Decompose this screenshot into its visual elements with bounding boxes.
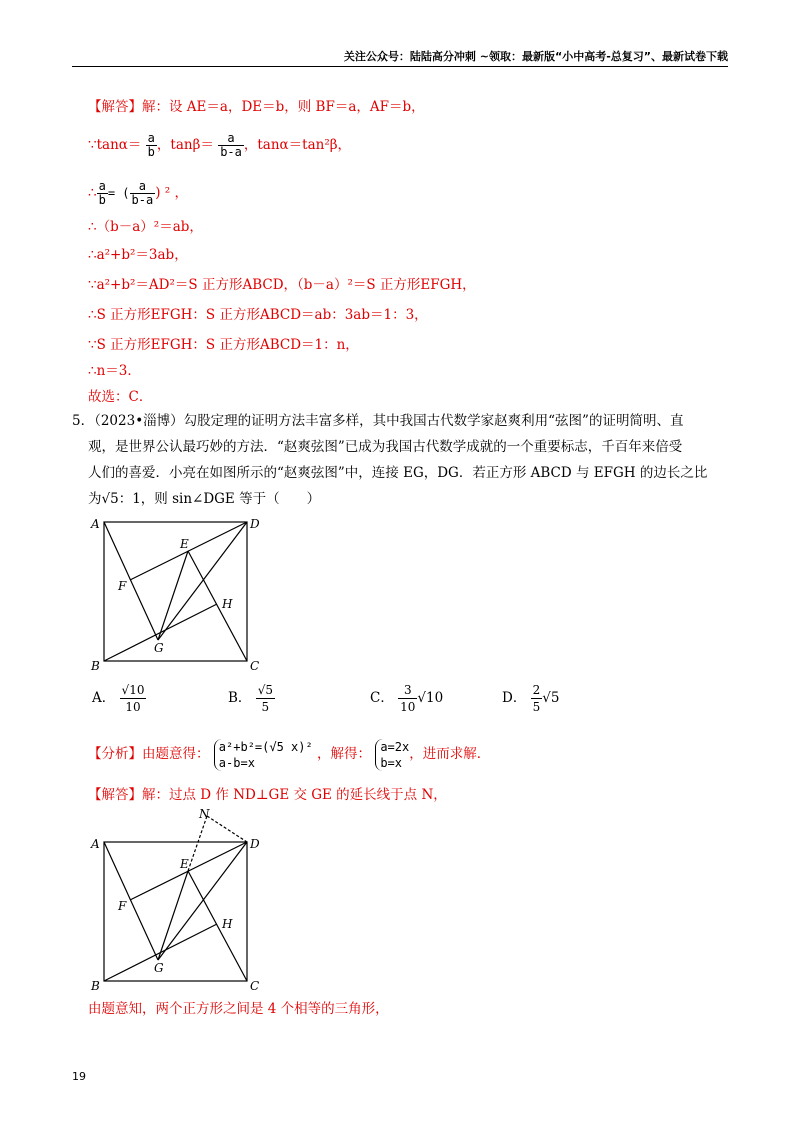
sol4-line5: ∴a²+b²＝3ab， [88, 247, 188, 263]
page-number: 19 [72, 1070, 86, 1083]
page-header: 关注公众号：陆陆高分冲刺 ~领取：最新版“小中高考-总复习”、最新试卷下载 [343, 50, 728, 63]
sol5-line1: 【解答】解：过点 D 作 ND⊥GE 交 GE 的延长线于点 N， [88, 787, 447, 803]
fraction: $\frac{a}{b}$ [147, 131, 155, 159]
sol4-line1: 【解答】解：设 AE＝a，DE＝b，则 BF＝a，AF＝b， [88, 99, 425, 115]
question-5: 5．（2023•淄博）勾股定理的证明方法丰富多样，其中我国古代数学家赵爽利用“弦图”的证明简明、直 观，是世界公认最巧妙的方法．“赵爽弦图”已成为我国古代数学成就的一个重要标志，千百年来倍受 人们的喜爱．小亮在如图所示的“赵爽弦图”中，连接 EG，DG．若正方形 ABCD 与 EFGH 的边长之比 为√5：1，则 sin∠DGE 等于（ ） [72, 413, 708, 507]
label-D: D [250, 517, 260, 531]
option-D[interactable]: D． $\frac{2}{5}$ √5 [502, 683, 560, 714]
sol4-line9: ∴n＝3． [88, 363, 141, 379]
label-N: N [199, 807, 210, 821]
label-E: E [180, 537, 189, 551]
label-D: D [250, 837, 260, 851]
label-C: C [250, 979, 260, 992]
label-F: F [118, 899, 127, 913]
label-H: H [222, 917, 233, 931]
zhao-shuang-figure-2 [86, 806, 266, 992]
label-A: A [91, 837, 100, 851]
analysis-line: 【分析】由题意得： a²+b²=(√5 x)² a-b=x ，解得： a=2x b=x ，进而求解． [88, 739, 491, 770]
sol5-note: 由题意知，两个正方形之间是 4 个相等的三角形， [88, 1001, 389, 1017]
label-E: E [180, 857, 189, 871]
sol4-line2: ∵tanα＝ $\frac{a}{b}$ ，tanβ＝ $\frac{a}{b-a}$ ，tanα＝tan²β， [88, 131, 352, 159]
fraction: $\frac{a}{b}$ [98, 179, 106, 207]
option-B[interactable]: B． $\frac{√5}{5}$ [228, 683, 273, 714]
sol4-line8: ∵S 正方形EFGH：S 正方形ABCD＝1：n， [88, 337, 359, 353]
fraction: $\frac{a}{b-a}$ [220, 131, 242, 159]
option-C[interactable]: C． $\frac{3}{10}$ √10 [370, 683, 444, 714]
sol4-line6: ∵a²+b²＝AD²＝S 正方形ABCD，（b－a）²＝S 正方形EFGH， [88, 277, 476, 293]
fraction: $\frac{a}{b-a}$ [131, 179, 154, 207]
label-B: B [91, 979, 100, 992]
sol4-line4: ∴（b－a）²＝ab， [88, 219, 203, 235]
label-B: B [91, 659, 100, 672]
solution-system: a=2x b=x [375, 739, 409, 771]
label-C: C [250, 659, 260, 672]
label-A: A [91, 517, 100, 531]
answer-tag: 【解答】 [88, 99, 142, 115]
option-A[interactable]: A． $\frac{√10}{10}$ [92, 683, 145, 714]
header-rule [72, 66, 728, 67]
sol4-line10: 故选：C． [88, 389, 153, 405]
zhao-shuang-figure-1 [86, 512, 266, 672]
label-G: G [154, 961, 164, 975]
sol4-line7: ∴S 正方形EFGH：S 正方形ABCD＝ab：3ab＝1：3， [88, 307, 428, 323]
label-F: F [118, 579, 127, 593]
label-G: G [154, 641, 164, 655]
sol4-line3: ∴ $\frac{a}{b}$ = ( $\frac{a}{b-a}$ ) ² ， [88, 179, 188, 207]
equation-system: a²+b²=(√5 x)² a-b=x [214, 739, 313, 771]
label-H: H [222, 597, 233, 611]
